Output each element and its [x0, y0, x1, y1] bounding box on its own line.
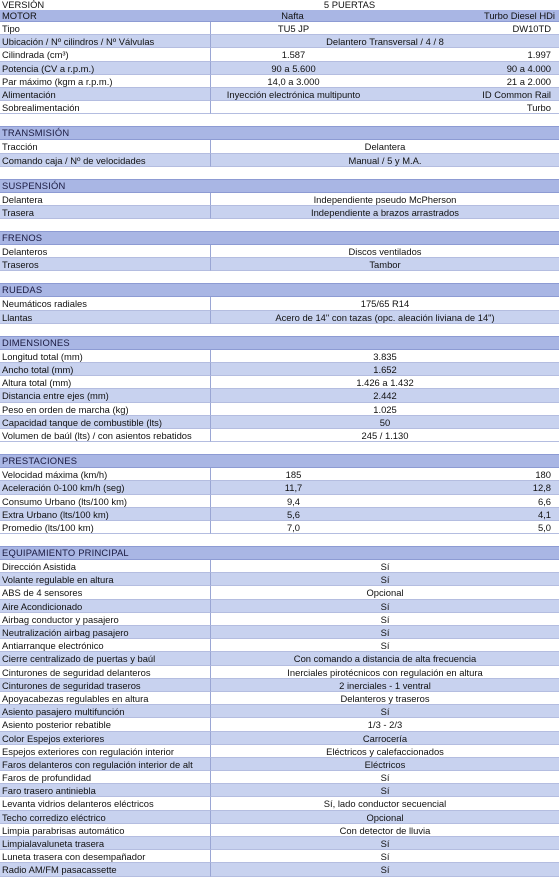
- row-values: [210, 837, 559, 850]
- prestaciones-table: [0, 468, 559, 534]
- motor-col-nafta: Nafta: [281, 10, 304, 21]
- row-value: 2.442: [373, 390, 397, 402]
- row-value: Acero de 14" con tazas (opc. aleación liviana de 14"): [275, 311, 495, 323]
- equipamiento-row: [0, 718, 559, 731]
- dimensiones-table: [0, 350, 559, 442]
- row-value-diesel: ID Common Rail: [482, 88, 551, 100]
- row-value: 1.652: [373, 364, 397, 375]
- row-label: Asiento posterior rebatible: [0, 718, 210, 731]
- motor-row: [0, 48, 559, 61]
- row-value-nafta: 185: [285, 469, 302, 481]
- dimensiones-row: [0, 416, 559, 429]
- row-values: [210, 154, 559, 167]
- row-value: Delantera: [364, 141, 406, 153]
- row-value: Sí, lado conductor secuencial: [323, 798, 447, 810]
- row-value: Independiente a brazos arrastrados: [310, 206, 459, 218]
- row-label: Capacidad tanque de combustible (lts): [0, 416, 210, 429]
- transmision-row: [0, 154, 559, 167]
- row-values: [210, 560, 559, 573]
- row-value: 1/3 - 2/3: [367, 719, 403, 731]
- row-value: Sí: [380, 838, 390, 849]
- row-value: Sí: [380, 600, 390, 612]
- row-label: Volumen de baúl (lts) / con asientos rebatidos: [0, 429, 210, 442]
- row-value: Carrocería: [362, 732, 408, 744]
- row-value-diesel: 12,8: [532, 482, 551, 494]
- prestaciones-row: [0, 495, 559, 508]
- motor-row: [0, 101, 559, 114]
- row-values: [210, 245, 559, 258]
- row-values: [210, 22, 559, 35]
- row-values: [210, 206, 559, 219]
- row-values: [210, 705, 559, 718]
- row-values: [210, 495, 559, 508]
- row-value-nafta: TU5 JP: [277, 23, 310, 34]
- row-values: [210, 718, 559, 731]
- frenos-row: [0, 258, 559, 271]
- row-label: Levanta vidrios delanteros eléctricos: [0, 797, 210, 810]
- row-value: Sí: [380, 851, 390, 863]
- row-value-diesel: Turbo: [526, 102, 551, 114]
- row-label: Aceleración 0-100 km/h (seg): [0, 481, 210, 494]
- row-value: Inerciales pirotécnicos con regulación en altura: [287, 666, 483, 678]
- row-value-diesel: 180: [535, 469, 551, 481]
- row-value-diesel: 4,1: [537, 508, 551, 520]
- motor-row: [0, 88, 559, 101]
- ruedas-row: [0, 297, 559, 310]
- row-value-diesel: 90 a 4.000: [506, 62, 551, 74]
- row-value: Independiente pseudo McPherson: [313, 193, 457, 205]
- row-label: Antiarranque electrónico: [0, 639, 210, 652]
- equipamiento-row: [0, 692, 559, 705]
- row-value-diesel: 21 a 2.000: [506, 75, 551, 87]
- row-label: Trasera: [0, 206, 210, 219]
- equipamiento-row: [0, 613, 559, 626]
- row-label: Velocidad máxima (km/h): [0, 468, 210, 481]
- equipamiento-row: [0, 639, 559, 652]
- equipamiento-row: [0, 784, 559, 797]
- equipamiento-row: [0, 679, 559, 692]
- row-values: [210, 652, 559, 665]
- row-values: [210, 75, 559, 88]
- row-value: Delanteros y traseros: [340, 692, 430, 704]
- row-value: Sí: [380, 627, 390, 638]
- row-value: Eléctricos: [364, 758, 406, 770]
- row-value-nafta: 90 a 5.600: [271, 62, 316, 74]
- row-label: Limpialavaluneta trasera: [0, 837, 210, 850]
- row-label: Cinturones de seguridad traseros: [0, 679, 210, 692]
- row-label: Airbag conductor y pasajero: [0, 613, 210, 626]
- row-value: 50: [379, 416, 391, 428]
- row-value: 245 / 1.130: [361, 429, 409, 441]
- dimensiones-row: [0, 363, 559, 376]
- row-value: Opcional: [366, 811, 404, 823]
- suspension-table: [0, 193, 559, 219]
- row-label: Espejos exteriores con regulación interior: [0, 745, 210, 758]
- row-values: [210, 758, 559, 771]
- prestaciones-row: [0, 521, 559, 534]
- row-value: Sí: [380, 706, 390, 718]
- row-values: [210, 62, 559, 75]
- equipamiento-row: [0, 666, 559, 679]
- version-value: 5 PUERTAS: [323, 0, 376, 10]
- row-values: [210, 732, 559, 745]
- row-values: [210, 692, 559, 705]
- row-label: Volante regulable en altura: [0, 573, 210, 586]
- row-values: [210, 140, 559, 153]
- motor-row: [0, 75, 559, 88]
- row-values: [210, 600, 559, 613]
- row-label: Limpia parabrisas automático: [0, 824, 210, 837]
- row-value: 1.025: [373, 403, 397, 415]
- equipamiento-row: [0, 652, 559, 665]
- row-label: Extra Urbano (lts/100 km): [0, 508, 210, 521]
- row-values: [210, 468, 559, 481]
- row-label: Peso en orden de marcha (kg): [0, 403, 210, 416]
- equipamiento-row: [0, 705, 559, 718]
- dimensiones-row: [0, 389, 559, 402]
- row-label: Sobrealimentación: [0, 101, 210, 114]
- ruedas-table: [0, 297, 559, 323]
- row-label: Alimentación: [0, 88, 210, 101]
- equipamiento-row: [0, 837, 559, 850]
- row-values: [210, 850, 559, 863]
- row-value: Con comando a distancia de alta frecuencia: [293, 653, 477, 665]
- row-values: [210, 784, 559, 797]
- dimensiones-row: [0, 350, 559, 363]
- motor-table: [0, 22, 559, 114]
- dimensiones-row: [0, 429, 559, 442]
- row-values: [210, 811, 559, 824]
- row-value-nafta: 11,7: [284, 482, 303, 494]
- row-values: [210, 376, 559, 389]
- frenos-table: [0, 245, 559, 271]
- row-label: ABS de 4 sensores: [0, 586, 210, 599]
- equipamiento-row: [0, 863, 559, 876]
- equipamiento-row: [0, 745, 559, 758]
- row-values: [210, 363, 559, 376]
- row-label: Ubicación / Nº cilindros / Nº Válvulas: [0, 35, 210, 48]
- row-label: Altura total (mm): [0, 376, 210, 389]
- row-value: Sí: [380, 772, 390, 784]
- row-label: Longitud total (mm): [0, 350, 210, 363]
- suspension-row: [0, 206, 559, 219]
- row-value-nafta: [211, 101, 376, 113]
- row-label: Traseros: [0, 258, 210, 271]
- prestaciones-title: PRESTACIONES: [0, 454, 559, 468]
- equipamiento-row: [0, 771, 559, 784]
- row-label: Cinturones de seguridad delanteros: [0, 666, 210, 679]
- row-label: Dirección Asistida: [0, 560, 210, 573]
- row-value: Discos ventilados: [348, 246, 422, 258]
- row-label: Faro trasero antiniebla: [0, 784, 210, 797]
- prestaciones-row: [0, 508, 559, 521]
- row-value: Opcional: [366, 587, 404, 599]
- row-values: [210, 508, 559, 521]
- row-values: [210, 481, 559, 494]
- equipamiento-row: [0, 732, 559, 745]
- equipamiento-row: [0, 758, 559, 771]
- version-header: [0, 0, 559, 10]
- row-value-nafta: 9,4: [286, 495, 301, 507]
- row-values: [210, 311, 559, 324]
- row-label: Cierre centralizado de puertas y baúl: [0, 652, 210, 665]
- row-values: [210, 350, 559, 363]
- ruedas-row: [0, 311, 559, 324]
- row-values: [210, 258, 559, 271]
- equipamiento-row: [0, 811, 559, 824]
- row-values: [210, 573, 559, 586]
- row-value: Eléctricos y calefaccionados: [326, 745, 444, 757]
- row-values: [210, 429, 559, 442]
- row-value: Delantero Transversal / 4 / 8: [326, 36, 444, 48]
- row-values: [210, 297, 559, 310]
- frenos-title: FRENOS: [0, 231, 559, 245]
- motor-row: [0, 62, 559, 75]
- row-value-nafta: 1.587: [281, 49, 306, 61]
- dimensiones-title: DIMENSIONES: [0, 336, 559, 350]
- suspension-row: [0, 193, 559, 206]
- row-value-nafta: 14,0 a 3.000: [267, 75, 320, 87]
- row-label: Radio AM/FM pasacassette: [0, 863, 210, 876]
- equipamiento-row: [0, 824, 559, 837]
- row-value: 3.835: [373, 350, 397, 362]
- frenos-row: [0, 245, 559, 258]
- equipamiento-row: [0, 573, 559, 586]
- equipamiento-row: [0, 600, 559, 613]
- suspension-title: SUSPENSIÓN: [0, 179, 559, 193]
- row-label: Delanteros: [0, 245, 210, 258]
- row-label: Potencia (CV a r.p.m.): [0, 62, 210, 75]
- row-values: [210, 613, 559, 626]
- row-label: Tipo: [0, 22, 210, 35]
- row-values: [210, 35, 559, 48]
- row-label: Neumáticos radiales: [0, 297, 210, 310]
- row-label: Luneta trasera con desempañador: [0, 850, 210, 863]
- row-values: [210, 824, 559, 837]
- row-values: [210, 797, 559, 810]
- row-value: 2 inerciales - 1 ventral: [339, 679, 431, 691]
- row-label: Distancia entre ejes (mm): [0, 389, 210, 402]
- row-value: Sí: [380, 785, 390, 797]
- row-values: [210, 666, 559, 679]
- row-label: Asiento pasajero multifunción: [0, 705, 210, 718]
- row-value: 1.426 a 1.432: [356, 377, 414, 389]
- row-values: [210, 863, 559, 876]
- row-label: Techo corredizo eléctrico: [0, 811, 210, 824]
- row-values: [210, 745, 559, 758]
- row-values: [210, 88, 559, 101]
- row-value-diesel: DW10TD: [512, 23, 551, 34]
- row-label: Faros de profundidad: [0, 771, 210, 784]
- row-label: Color Espejos exteriores: [0, 732, 210, 745]
- row-values: [210, 771, 559, 784]
- row-value: Sí: [380, 864, 390, 876]
- row-label: Promedio (lts/100 km): [0, 521, 210, 534]
- row-label: Delantera: [0, 193, 210, 206]
- equipamiento-row: [0, 626, 559, 639]
- row-values: [210, 101, 559, 114]
- row-value-nafta: Inyección electrónica multipunto: [226, 88, 361, 100]
- row-label: Aire Acondicionado: [0, 600, 210, 613]
- motor-row: [0, 35, 559, 48]
- row-value: Manual / 5 y M.A.: [348, 154, 422, 166]
- row-value-nafta: 5,6: [286, 508, 301, 520]
- row-label: Ancho total (mm): [0, 363, 210, 376]
- motor-row: [0, 22, 559, 35]
- row-label: Consumo Urbano (lts/100 km): [0, 495, 210, 508]
- motor-title: MOTOR: [2, 10, 37, 21]
- row-values: [210, 586, 559, 599]
- row-value: Con detector de lluvia: [339, 824, 431, 836]
- transmision-row: [0, 140, 559, 153]
- row-value: Sí: [380, 613, 390, 625]
- row-values: [210, 521, 559, 534]
- version-label: VERSIÓN: [2, 0, 45, 10]
- row-values: [210, 403, 559, 416]
- row-values: [210, 679, 559, 692]
- row-values: [210, 48, 559, 61]
- equipamiento-table: [0, 560, 559, 877]
- motor-col-diesel: Turbo Diesel HDi: [483, 10, 555, 21]
- row-label: Apoyacabezas regulables en altura: [0, 692, 210, 705]
- row-value: Sí: [380, 561, 390, 573]
- row-value-diesel: 6,6: [537, 495, 551, 507]
- equipamiento-row: [0, 560, 559, 573]
- row-label: Tracción: [0, 140, 210, 153]
- row-value-diesel: 5,0: [537, 521, 551, 533]
- prestaciones-row: [0, 481, 559, 494]
- equipamiento-row: [0, 797, 559, 810]
- row-value: Sí: [380, 574, 390, 586]
- transmision-table: [0, 140, 559, 166]
- row-label: Cilindrada (cm³): [0, 48, 210, 61]
- row-value: Tambor: [369, 259, 401, 271]
- transmision-title: TRANSMISIÓN: [0, 126, 559, 140]
- row-label: Llantas: [0, 311, 210, 324]
- row-label: Par máximo (kgm a r.p.m.): [0, 75, 210, 88]
- equipamiento-row: [0, 586, 559, 599]
- equipamiento-title: EQUIPAMIENTO PRINCIPAL: [0, 546, 559, 560]
- ruedas-title: RUEDAS: [0, 283, 559, 297]
- row-value: Sí: [380, 640, 390, 652]
- row-label: Faros delanteros con regulación interior de alt: [0, 758, 210, 771]
- row-values: [210, 389, 559, 402]
- row-value-diesel: 1.997: [527, 49, 551, 61]
- dimensiones-row: [0, 403, 559, 416]
- row-label: Comando caja / Nº de velocidades: [0, 154, 210, 167]
- row-value: 175/65 R14: [360, 298, 410, 310]
- motor-header: [0, 10, 559, 22]
- row-values: [210, 193, 559, 206]
- row-values: [210, 639, 559, 652]
- row-value-nafta: 7,0: [286, 521, 301, 533]
- dimensiones-row: [0, 376, 559, 389]
- row-values: [210, 416, 559, 429]
- equipamiento-row: [0, 850, 559, 863]
- row-label: Neutralización airbag pasajero: [0, 626, 210, 639]
- prestaciones-row: [0, 468, 559, 481]
- row-values: [210, 626, 559, 639]
